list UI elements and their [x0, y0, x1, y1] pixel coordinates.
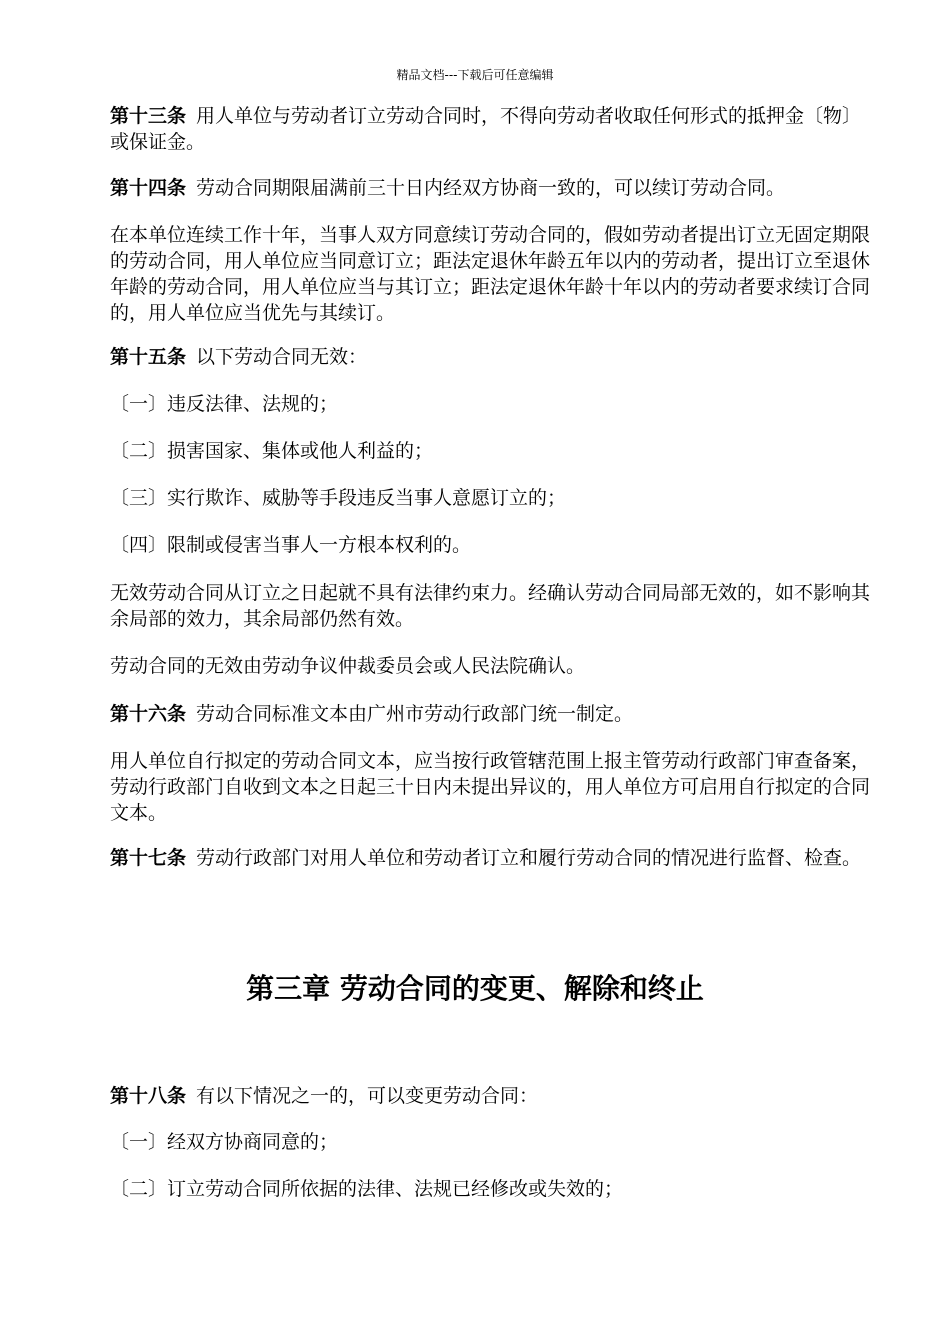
article-13 — [110, 103, 870, 155]
list-item-2: 〔二〕损害国家、集体或他人利益的； — [110, 440, 434, 462]
article-text: 以下劳动合同无效： — [196, 346, 368, 368]
list-item-change-1: 〔一〕经双方协商同意的； — [110, 1131, 339, 1153]
list-item-4: 〔四〕限制或侵害当事人一方根本权利的。 — [110, 534, 472, 556]
article-text: 用人单位与劳动者订立劳动合同时，不得向劳动者收取任何形式的抵押金〔物〕或保证金。 — [110, 105, 862, 153]
article-14 — [110, 175, 870, 201]
list-item-1: 〔一〕违反法律、法规的； — [110, 393, 339, 415]
article-label: 第十三条 — [110, 105, 187, 127]
article-label: 第十四条 — [110, 177, 187, 199]
article-text: 有以下情况之一的，可以变更劳动合同： — [196, 1085, 539, 1107]
list-item-change-2: 〔二〕订立劳动合同所依据的法律、法规已经修改或失效的； — [110, 1178, 624, 1200]
article-label: 第十六条 — [110, 703, 187, 725]
article-label: 第十七条 — [110, 847, 187, 869]
article-label: 第十五条 — [110, 346, 187, 368]
paragraph-invalid-effect: 无效劳动合同从订立之日起就不具有法律约束力。经确认劳动合同局部无效的，如不影响其余局部的效力，其余局部仍然有效。 — [110, 582, 871, 630]
article-text: 劳动合同期限届满前三十日内经双方协商一致的，可以续订劳动合同。 — [196, 177, 786, 199]
paragraph-contract-text: 用人单位自行拟定的劳动合同文本，应当按行政管辖范围上报主管劳动行政部门审查备案，劳动行政部门自收到文本之日起三十日内未提出异议的，用人单位方可启用自行拟定的合同文本。 — [110, 750, 871, 824]
article-text: 劳动行政部门对用人单位和劳动者订立和履行劳动合同的情况进行监督、检查。 — [196, 847, 862, 869]
paragraph-renewal: 在本单位连续工作十年，当事人双方同意续订劳动合同的，假如劳动者提出订立无固定期限的劳动合同，用人单位应当同意订立；距法定退休年龄五年以内的劳动者，提出订立至退休年龄的劳动合同，用人单位应当与其订立；距法定退休年龄十年以内的劳动者要求续订合同的，用人单位应当优先与其续订。 — [110, 224, 871, 324]
article-15 — [110, 344, 870, 370]
article-text: 劳动合同标准文本由广州市劳动行政部门统一制定。 — [196, 703, 634, 725]
page-header: 精品文档---下载后可任意编辑 — [396, 68, 554, 82]
chapter-title: 第三章 劳动合同的变更、解除和终止 — [246, 972, 704, 1005]
paragraph-invalid-confirm: 劳动合同的无效由劳动争议仲裁委员会或人民法院确认。 — [110, 655, 586, 677]
list-item-3: 〔三〕实行欺诈、威胁等手段违反当事人意愿订立的； — [110, 487, 567, 509]
article-label: 第十八条 — [110, 1085, 187, 1107]
article-17 — [110, 845, 870, 871]
article-16 — [110, 701, 870, 727]
article-18 — [110, 1083, 870, 1109]
